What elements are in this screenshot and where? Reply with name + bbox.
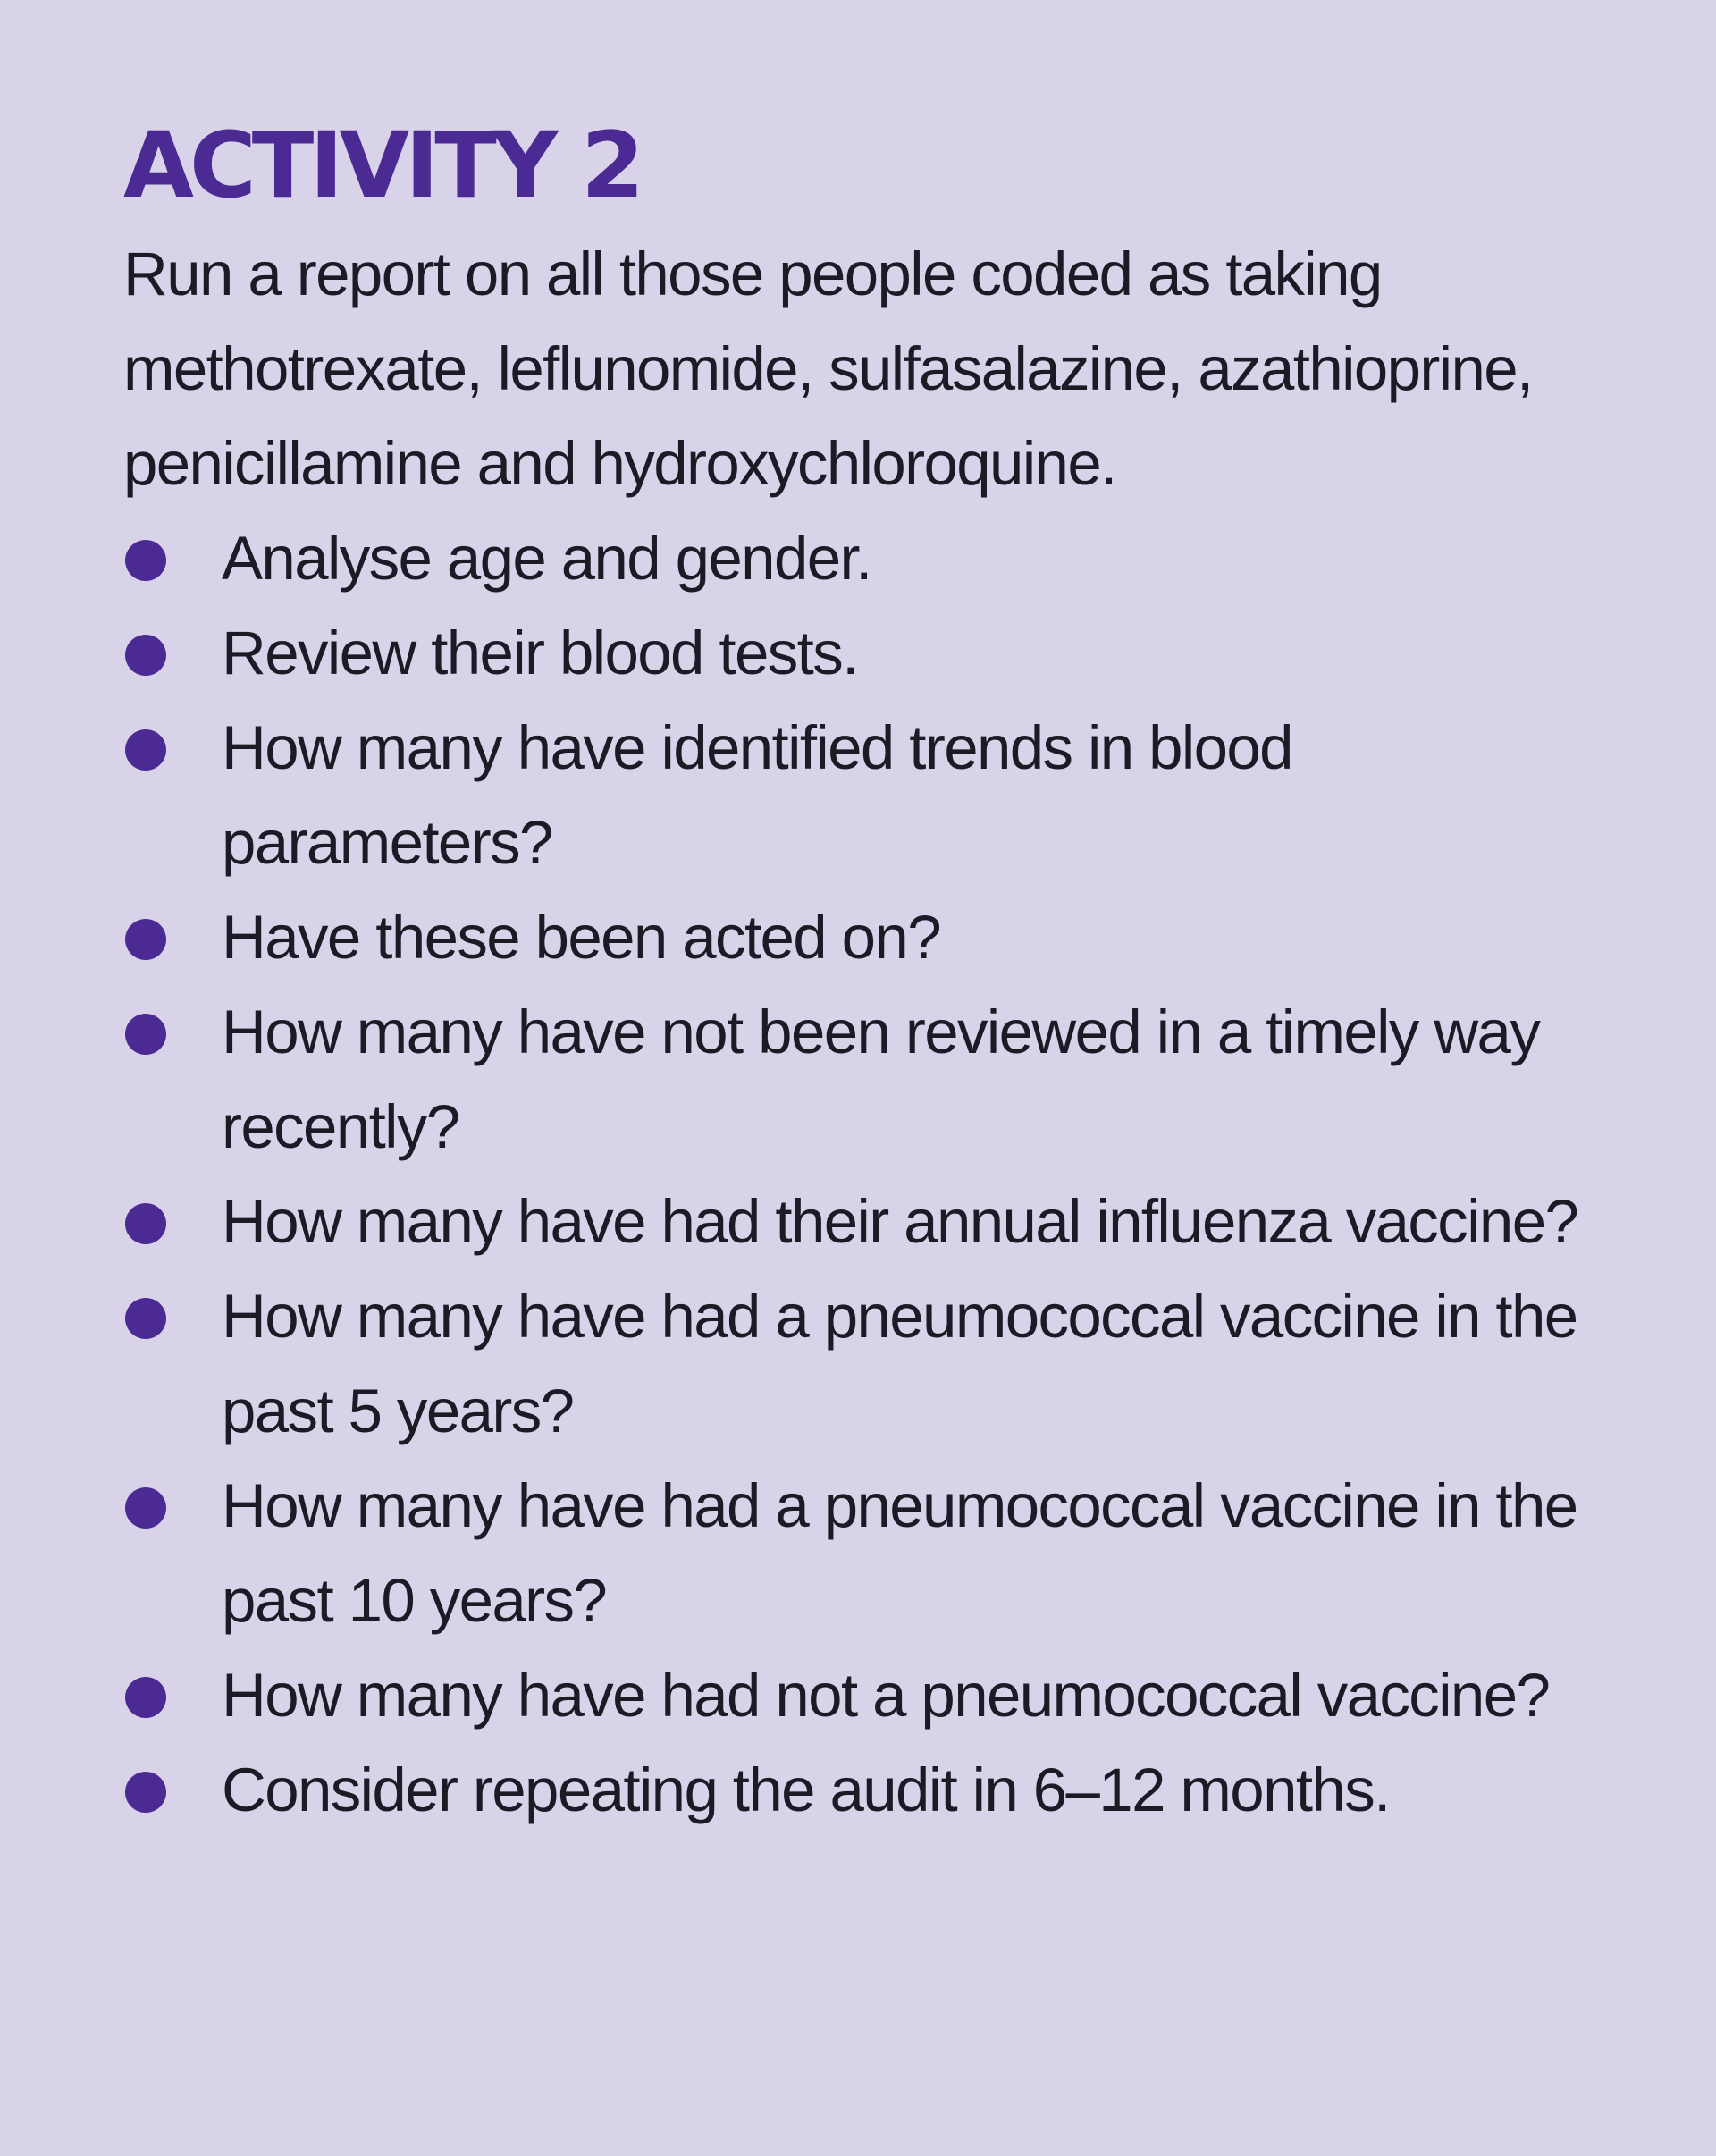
activity-list [123, 511, 1609, 1838]
list-item-text: How many have had not a pneumococcal vaccine? [222, 1661, 1550, 1730]
activity-intro: Run a report on all those people coded as taking methotrexate, leflunomide, sulfasalazine, azathioprine, penicillamine and hydroxychloroquine. [123, 240, 1533, 498]
list-item [123, 511, 1625, 606]
list-item-text: Consider repeating the audit in 6–12 months. [222, 1756, 1390, 1824]
bullet-icon [125, 1203, 166, 1244]
list-item-text: How many have not been reviewed in a timely way recently? [222, 998, 1540, 1161]
bullet-icon [125, 635, 166, 676]
bullet-icon [125, 1298, 166, 1339]
list-item-text: How many have had a pneumococcal vaccine in the past 5 years? [222, 1282, 1577, 1445]
list-item [123, 1175, 1625, 1269]
list-item [123, 890, 1625, 985]
bullet-icon [125, 1772, 166, 1813]
list-item [123, 1269, 1625, 1459]
list-item [123, 1459, 1625, 1648]
bullet-icon [125, 540, 166, 581]
list-item [123, 606, 1625, 701]
list-item [123, 701, 1625, 890]
list-item-text: Review their blood tests. [222, 619, 858, 687]
bullet-icon [125, 729, 166, 771]
list-item [123, 985, 1625, 1175]
list-item-text: How many have identified trends in blood parameters? [222, 713, 1292, 877]
list-item-text: How many have had a pneumococcal vaccine in the past 10 years? [222, 1471, 1577, 1635]
list-item [123, 1743, 1625, 1838]
list-item [123, 1648, 1625, 1743]
activity-title: ACTIVITY 2 [123, 113, 641, 219]
bullet-icon [125, 1014, 166, 1055]
list-item-text: Analyse age and gender. [222, 524, 871, 593]
list-item-text: Have these been acted on? [222, 903, 940, 972]
bullet-icon [125, 1487, 166, 1529]
list-item-text: How many have had their annual influenza vaccine? [222, 1187, 1578, 1256]
bullet-icon [125, 919, 166, 960]
bullet-icon [125, 1677, 166, 1718]
